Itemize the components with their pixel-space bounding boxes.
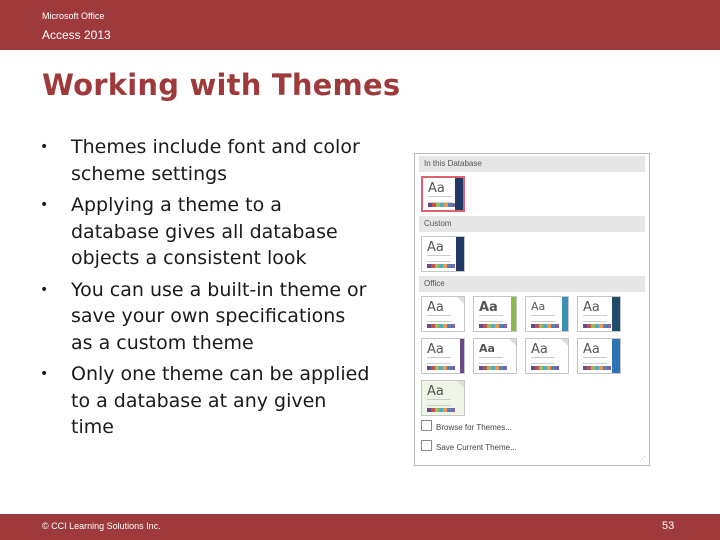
theme-gallery-screenshot [414, 153, 650, 466]
theme-thumb-office[interactable]: Aa [421, 338, 465, 374]
theme-thumb-office[interactable]: Aa [525, 296, 569, 332]
bullet-text: Themes include font and color scheme settings [71, 136, 360, 185]
theme-thumb-office[interactable]: Aa [525, 338, 569, 374]
slide-title: Working with Themes [42, 68, 401, 102]
theme-thumb-office[interactable]: Aa [421, 380, 465, 416]
save-theme-action[interactable]: Save Current Theme... [421, 440, 517, 452]
bullet-item [40, 361, 370, 441]
section-header-in-database: In this Database [419, 156, 645, 172]
bullet-text: You can use a built-in theme or save your own specifications as a custom theme [71, 278, 367, 354]
bullet-item [40, 192, 370, 272]
browse-themes-action[interactable]: Browse for Themes... [421, 420, 512, 432]
save-icon [421, 440, 432, 451]
theme-thumb-custom[interactable]: Aa [421, 236, 465, 272]
theme-thumb-office[interactable]: Aa [421, 296, 465, 332]
app-name: Access 2013 [42, 28, 111, 42]
footer-bar [0, 514, 720, 540]
copyright-text: © CCI Learning Solutions Inc. [42, 521, 161, 531]
bullet-text: Only one theme can be applied to a database at any given time [71, 363, 370, 438]
folder-icon [421, 420, 432, 431]
theme-thumb-current[interactable]: Aa [421, 176, 465, 212]
header-bar [0, 0, 720, 50]
bullet-list [40, 134, 370, 446]
section-header-custom: Custom [419, 216, 645, 232]
bullet-dot-icon: • [40, 197, 49, 213]
bullet-dot-icon: • [40, 139, 49, 155]
product-name: Microsoft Office [42, 11, 105, 21]
section-header-office: Office [419, 276, 645, 292]
bullet-item [40, 134, 370, 187]
page-number: 53 [662, 520, 675, 532]
theme-thumb-office[interactable]: Aa [473, 296, 517, 332]
theme-thumb-office[interactable]: Aa [473, 338, 517, 374]
bullet-dot-icon: • [40, 366, 49, 382]
bullet-item [40, 277, 370, 357]
bullet-text: Applying a theme to a database gives all database objects a consistent look [71, 194, 338, 269]
theme-thumb-office[interactable]: Aa [577, 338, 621, 374]
resize-grip-icon[interactable]: ⋰ [639, 455, 646, 463]
theme-thumb-office[interactable]: Aa [577, 296, 621, 332]
bullet-dot-icon: • [40, 281, 49, 298]
